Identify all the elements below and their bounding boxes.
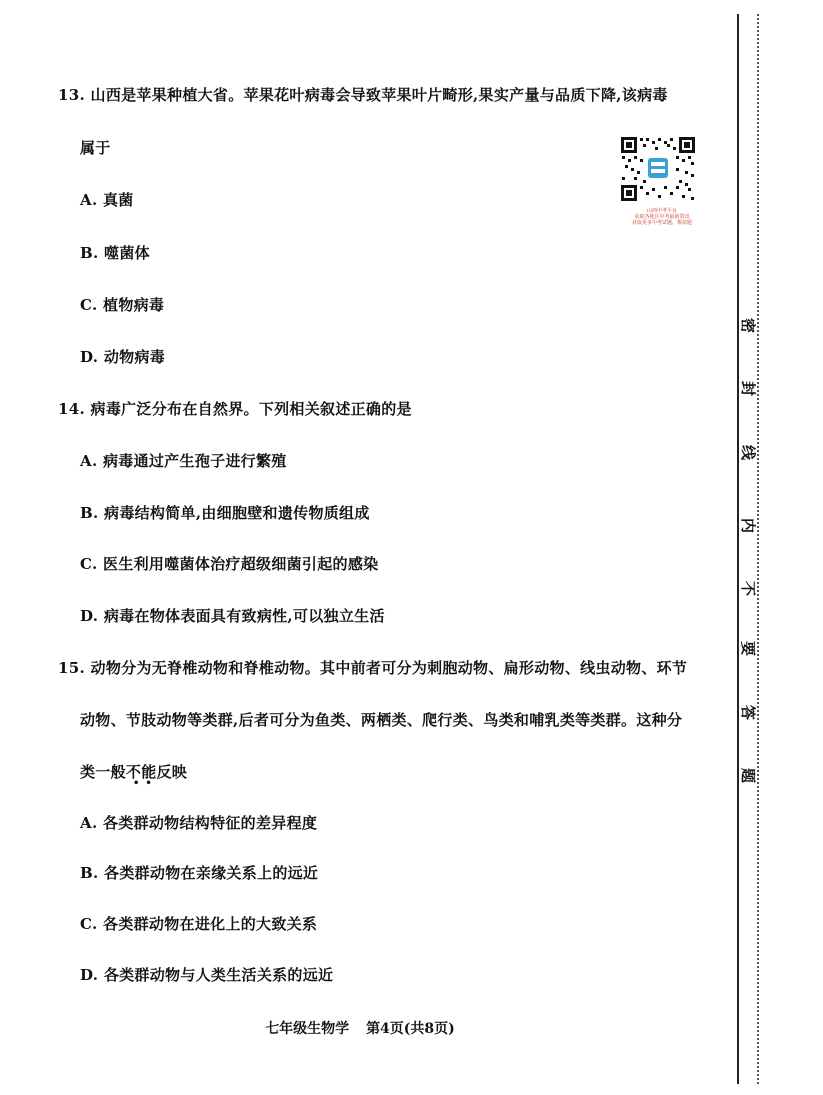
binding-dotted-line xyxy=(757,14,759,1084)
binding-char: 封 xyxy=(739,380,758,397)
binding-char: 密 xyxy=(739,317,758,334)
qr-code-icon xyxy=(620,136,696,202)
question-13-stem-cont: 属于 xyxy=(80,139,111,157)
question-13-option-a: A. 真菌 xyxy=(80,191,134,209)
question-13-option-d: D. 动物病毒 xyxy=(80,348,166,366)
binding-char: 内 xyxy=(739,517,758,534)
question-14-option-d: D. 病毒在物体表面具有致病性,可以独立生活 xyxy=(80,607,385,625)
binding-char: 题 xyxy=(739,767,758,784)
question-15-stem-cont-1: 动物、节肢动物等类群,后者可分为鱼类、两栖类、爬行类、鸟类和哺乳类等类群。这种分 xyxy=(80,711,683,729)
footer-subject: 七年级生物学 xyxy=(265,1021,350,1037)
emphasis-dots: •• xyxy=(133,778,158,789)
binding-char: 线 xyxy=(739,444,758,461)
binding-line xyxy=(737,14,739,1084)
qr-caption xyxy=(616,208,708,226)
question-13-option-b: B. 噬菌体 xyxy=(80,244,150,262)
question-15-option-c: C. 各类群动物在进化上的大致关系 xyxy=(80,915,318,933)
qr-caption-line: 获取更多中考试题、模拟题 xyxy=(631,220,692,226)
question-15-stem-cont-2: 类一般不能反映 xyxy=(80,763,188,781)
question-14-option-b: B. 病毒结构简单,由细胞壁和遗传物质组成 xyxy=(80,504,370,522)
footer-page-number: 第4页(共8页) xyxy=(366,1021,455,1037)
question-15-option-b: B. 各类群动物在亲缘关系上的远近 xyxy=(80,864,319,882)
qr-caption-line: 山西中考平台 xyxy=(646,208,677,214)
qr-caption-line: 获取各地区中考最新资讯 xyxy=(634,214,690,220)
binding-char: 不 xyxy=(739,580,758,597)
question-14-option-a: A. 病毒通过产生孢子进行繁殖 xyxy=(80,452,287,470)
binding-char: 要 xyxy=(739,640,758,657)
question-15-stem: 15. 动物分为无脊椎动物和脊椎动物。其中前者可分为刺胞动物、扁形动物、线虫动物、环节 xyxy=(58,659,688,677)
question-13-stem: 13. 山西是苹果种植大省。苹果花叶病毒会导致苹果叶片畸形,果实产量与品质下降,该病毒 xyxy=(58,86,668,104)
question-13-option-c: C. 植物病毒 xyxy=(80,296,165,314)
question-15-option-d: D. 各类群动物与人类生活关系的远近 xyxy=(80,966,334,984)
binding-char: 答 xyxy=(739,704,758,721)
question-14-stem: 14. 病毒广泛分布在自然界。下列相关叙述正确的是 xyxy=(58,400,412,418)
question-15-option-a: A. 各类群动物结构特征的差异程度 xyxy=(80,814,318,832)
question-14-option-c: C. 医生利用噬菌体治疗超级细菌引起的感染 xyxy=(80,555,379,573)
page-footer xyxy=(0,1018,720,1038)
